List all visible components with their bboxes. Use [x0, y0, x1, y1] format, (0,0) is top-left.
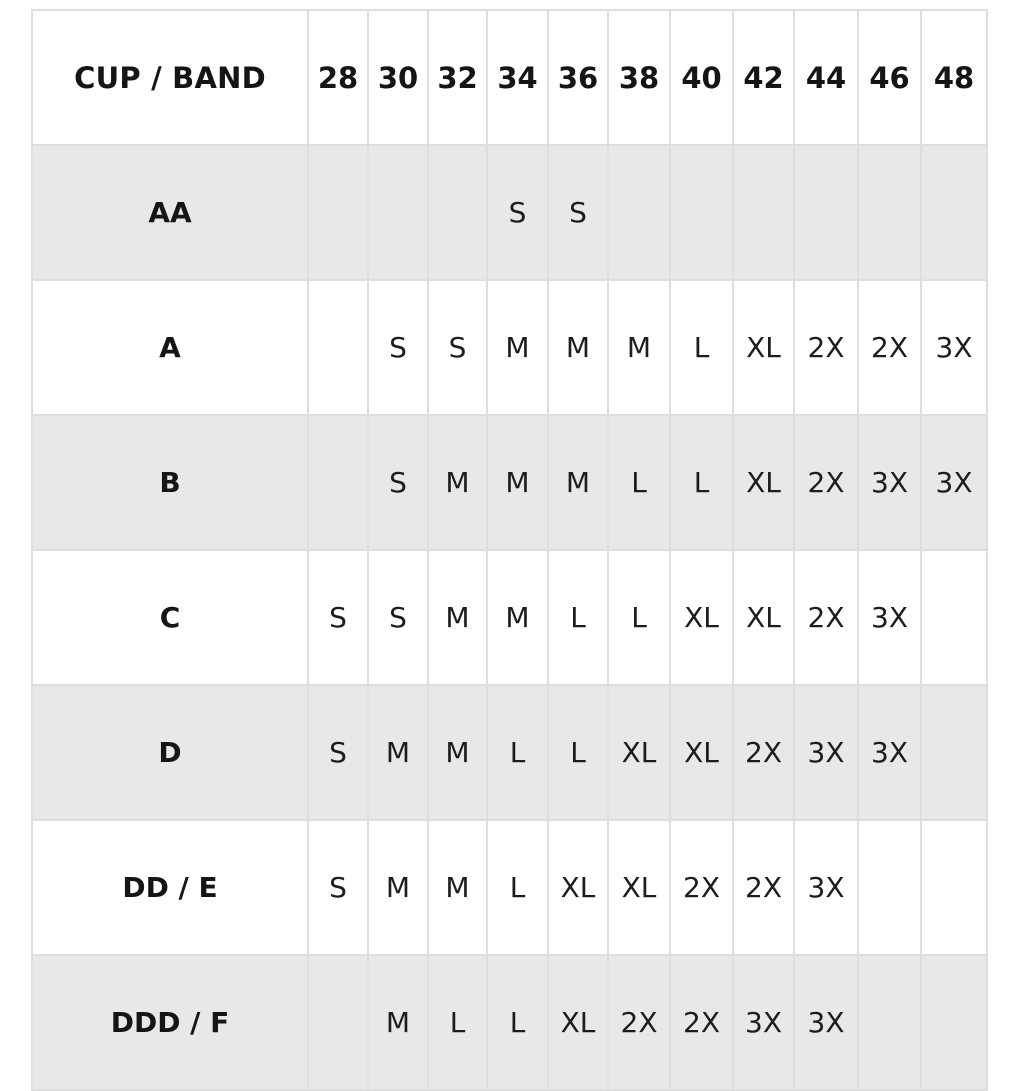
cup-label: D — [32, 685, 308, 820]
table-row — [32, 955, 987, 1090]
table-row — [32, 550, 987, 685]
size-cell: 3X — [921, 415, 987, 550]
size-cell: S — [428, 280, 487, 415]
band-header: 34 — [487, 10, 548, 145]
size-cell: S — [487, 145, 548, 280]
size-cell: XL — [608, 820, 670, 955]
size-cell: 2X — [733, 685, 794, 820]
size-cell: M — [428, 685, 487, 820]
band-header: 46 — [858, 10, 921, 145]
size-cell: M — [608, 280, 670, 415]
size-cell: 3X — [858, 550, 921, 685]
size-cell — [921, 550, 987, 685]
size-cell: L — [548, 550, 608, 685]
band-header: 30 — [368, 10, 428, 145]
size-cell: XL — [548, 820, 608, 955]
table-row — [32, 145, 987, 280]
size-cell: 2X — [608, 955, 670, 1090]
size-cell: S — [548, 145, 608, 280]
size-cell — [608, 145, 670, 280]
band-header: 38 — [608, 10, 670, 145]
size-cell — [428, 145, 487, 280]
cup-band-header: CUP / BAND — [32, 10, 308, 145]
size-cell: XL — [548, 955, 608, 1090]
size-cell — [308, 415, 368, 550]
size-cell: L — [670, 280, 733, 415]
size-cell — [921, 820, 987, 955]
size-cell: L — [487, 955, 548, 1090]
size-cell: S — [368, 550, 428, 685]
size-cell: M — [548, 415, 608, 550]
size-cell: L — [548, 685, 608, 820]
size-cell: M — [548, 280, 608, 415]
table-row — [32, 280, 987, 415]
band-header: 48 — [921, 10, 987, 145]
size-cell: S — [368, 280, 428, 415]
size-cell: L — [428, 955, 487, 1090]
size-cell — [733, 145, 794, 280]
size-cell: L — [670, 415, 733, 550]
size-cell: XL — [608, 685, 670, 820]
size-cell — [858, 145, 921, 280]
size-cell — [308, 955, 368, 1090]
cup-label: DDD / F — [32, 955, 308, 1090]
table-row — [32, 415, 987, 550]
size-cell: 3X — [858, 685, 921, 820]
size-cell: S — [308, 550, 368, 685]
size-cell: XL — [670, 550, 733, 685]
size-chart-table — [31, 9, 988, 1091]
size-cell — [921, 685, 987, 820]
size-cell: L — [608, 415, 670, 550]
size-cell — [794, 145, 858, 280]
size-cell — [921, 145, 987, 280]
size-cell: M — [368, 820, 428, 955]
size-cell: L — [487, 685, 548, 820]
size-cell: M — [428, 415, 487, 550]
size-cell — [858, 955, 921, 1090]
size-cell: M — [487, 550, 548, 685]
size-cell: 2X — [794, 280, 858, 415]
size-cell: M — [368, 955, 428, 1090]
size-cell: M — [428, 820, 487, 955]
header-row — [32, 10, 987, 145]
size-cell: M — [487, 280, 548, 415]
size-rows — [32, 145, 987, 1090]
size-cell — [670, 145, 733, 280]
size-cell: XL — [733, 550, 794, 685]
cup-label: C — [32, 550, 308, 685]
size-cell: XL — [733, 280, 794, 415]
size-cell: M — [368, 685, 428, 820]
size-cell — [308, 145, 368, 280]
size-cell: S — [308, 820, 368, 955]
cup-label: A — [32, 280, 308, 415]
size-cell — [368, 145, 428, 280]
size-cell: 2X — [733, 820, 794, 955]
size-cell: 2X — [670, 820, 733, 955]
cup-label: DD / E — [32, 820, 308, 955]
size-cell: 2X — [670, 955, 733, 1090]
table-row — [32, 820, 987, 955]
size-cell: 2X — [794, 550, 858, 685]
band-header: 28 — [308, 10, 368, 145]
size-cell: L — [608, 550, 670, 685]
size-cell: XL — [670, 685, 733, 820]
band-header: 36 — [548, 10, 608, 145]
size-cell: S — [308, 685, 368, 820]
size-cell: S — [368, 415, 428, 550]
size-cell: 2X — [858, 280, 921, 415]
size-cell: 3X — [733, 955, 794, 1090]
size-cell: M — [487, 415, 548, 550]
size-cell — [858, 820, 921, 955]
size-cell: 3X — [921, 280, 987, 415]
band-header: 40 — [670, 10, 733, 145]
cup-label: B — [32, 415, 308, 550]
band-header: 42 — [733, 10, 794, 145]
size-cell: 2X — [794, 415, 858, 550]
size-cell: XL — [733, 415, 794, 550]
size-cell: M — [428, 550, 487, 685]
size-cell: L — [487, 820, 548, 955]
band-header: 32 — [428, 10, 487, 145]
size-cell: 3X — [858, 415, 921, 550]
band-header: 44 — [794, 10, 858, 145]
size-cell: 3X — [794, 820, 858, 955]
cup-label: AA — [32, 145, 308, 280]
size-cell — [308, 280, 368, 415]
table-row — [32, 685, 987, 820]
size-cell — [921, 955, 987, 1090]
size-cell: 3X — [794, 955, 858, 1090]
size-cell: 3X — [794, 685, 858, 820]
